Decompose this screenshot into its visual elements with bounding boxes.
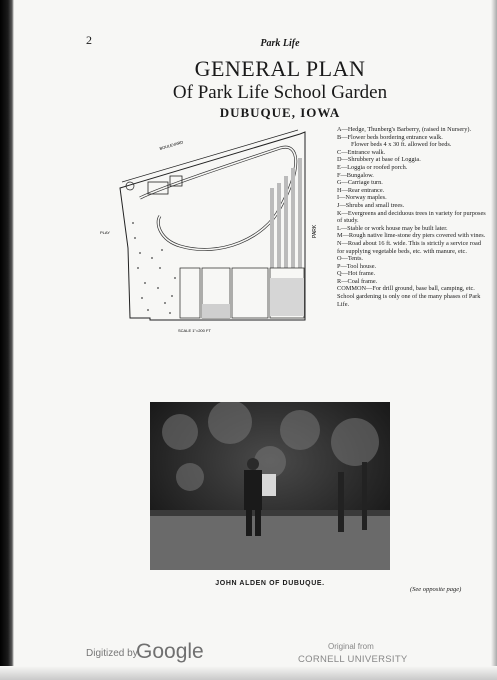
legend-item: COMMON—For drill ground, base ball, camping, etc.: [337, 285, 475, 293]
plan-label-play: PLAY: [100, 230, 110, 235]
photo-image: [150, 402, 390, 570]
legend-item: F—Bungalow.: [337, 171, 374, 179]
plan-label-boulevard: BOULEVARD: [158, 139, 184, 151]
plan-label-park: PARK: [312, 224, 318, 238]
plan-label-scale: SCALE 1"=200 FT: [178, 328, 211, 333]
legend-item: G—Carriage turn.: [337, 179, 383, 187]
garden-beds: [270, 158, 302, 268]
plan-legend: [337, 126, 487, 308]
legend-item: H—Rear entrance.: [337, 186, 385, 194]
legend-item: Flower beds 4 x 30 ft. allowed for beds.: [351, 141, 452, 149]
page-edge-bottom: [0, 666, 497, 680]
photograph-john-alden: [150, 402, 390, 570]
page-number: 2: [86, 33, 92, 47]
tree-dots: [132, 222, 176, 314]
plan-subtitle: Of Park Life School Garden: [172, 82, 388, 103]
plan-title: GENERAL PLAN: [194, 56, 366, 81]
legend-item: P—Tool house.: [337, 262, 377, 270]
legend-item: E—Loggia or roofed porch.: [337, 163, 408, 171]
legend-item: O—Tents.: [337, 255, 363, 263]
google-logo: Google: [136, 640, 204, 663]
legend-item: J—Shrubs and small trees.: [337, 201, 405, 209]
legend-item: M—Rough native lime-stone dry piers covered with vines.: [337, 232, 486, 240]
garden-plan-map: [100, 128, 334, 340]
running-head: Park Life: [260, 38, 300, 49]
legend-item: R—Coal frame.: [337, 277, 378, 285]
original-from-label: Original from: [328, 642, 374, 651]
legend-item: N—Road about 16 ft. wide. This is strictly a service road for supplying vegetable beds, etc. with manure, etc.: [337, 239, 481, 255]
photo-caption: JOHN ALDEN OF DUBUQUE.: [215, 580, 325, 587]
boulevard-edge: [122, 130, 298, 182]
legend-item: School gardening is only one of the many phases of Park Life.: [337, 293, 481, 308]
plan-location: DUBUQUE, IOWA: [219, 105, 341, 120]
see-opposite-note: (See opposite page): [410, 586, 462, 593]
institution-name: CORNELL UNIVERSITY: [298, 654, 408, 665]
legend-item: K—Evergreens and deciduous trees in variety for purposes of study.: [337, 209, 486, 225]
legend-item: B—Flower beds bordering entrance walk.: [337, 133, 443, 141]
legend-item: I—Norway maples.: [337, 194, 387, 202]
legend-item: L—Stable or work house may be built later.: [337, 224, 448, 232]
legend-item: C—Entrance walk.: [337, 148, 386, 156]
legend-item: Q—Hot frame.: [337, 270, 376, 278]
legend-item: D—Shrubbery at base of Loggia.: [337, 156, 421, 164]
legend-item: A—Hedge, Thunberg's Barberry, (raised in Nursery).: [337, 126, 472, 133]
digitized-by-label: Digitized by: [86, 648, 138, 659]
